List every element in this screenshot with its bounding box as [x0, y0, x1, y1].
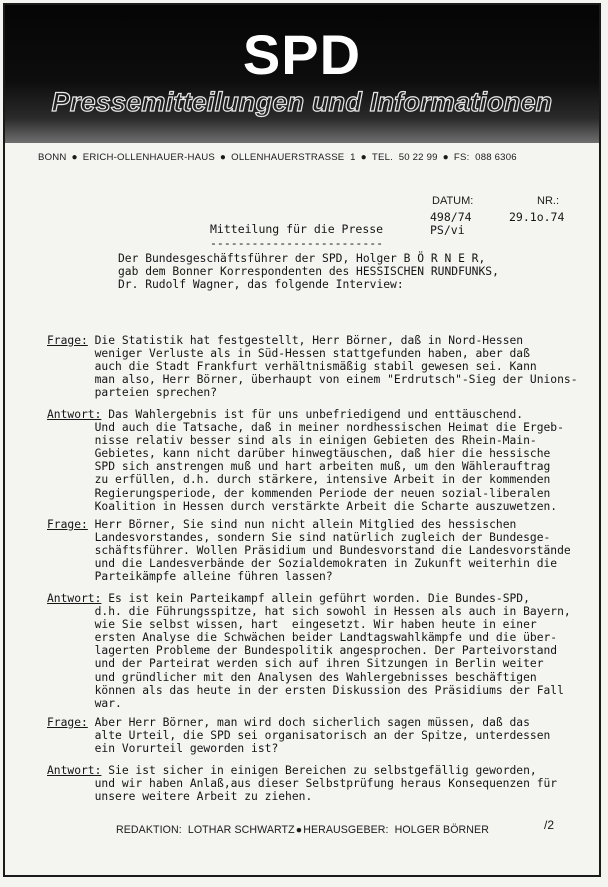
interview-question [47, 334, 577, 399]
title-underline: ------------------------- [210, 236, 384, 250]
address-line [38, 152, 578, 163]
bullet-icon: ● [219, 152, 227, 163]
nr-label: NR.: [537, 195, 559, 207]
bullet-icon: ● [71, 152, 78, 163]
bullet-icon: ● [295, 824, 303, 836]
interview-question [47, 716, 577, 755]
address-telephone: TEL. 50 22 99 [371, 152, 438, 163]
datum-label: DATUM: [432, 195, 474, 207]
answer-label: Antwort: [47, 764, 102, 777]
footer-editor: REDAKTION: LOTHAR SCHWARTZ [116, 824, 295, 836]
bullet-icon: ● [360, 152, 367, 163]
address-city: BONN [38, 152, 67, 163]
question-label: Frage: [47, 518, 88, 531]
question-label: Frage: [47, 334, 88, 347]
release-date: 29.1o.74 [509, 210, 565, 224]
initials: PS/vi [430, 223, 465, 237]
answer-text: Es ist kein Parteikampf allein geführt worden. Die Bundes-SPD, d.h. die Führungsspitze, hat sich sowohl in Hessen als auch in Bayern, wie Sie selbst wissen, hart eingesetzt. Wir haben heute in einer ersten Analyse die Schwächen beider Landtagswahlkämpfe und die über- lagerten Probleme der Bundespolitik angesprochen. Der Parteivorstand und der Parteirat werden sich auf ihren Sitzungen in Berlin weiter und gründlicher mit den Analysen des Wahlergebnisses beschäftigen können als das heute in der ersten Diskussion des Präsidiums der Fall war. [94, 592, 571, 710]
interview-answer [47, 592, 577, 710]
page-continuation-marker: /2 [544, 818, 555, 832]
masthead [5, 5, 599, 143]
address-telex: FS: 088 6306 [453, 152, 517, 163]
interview-answer [47, 764, 577, 803]
question-text: Herr Börner, Sie sind nun nicht allein Mitglied des hessischen Landesvorstandes, sondern Sie sind natürlich zugleich der Bundesge- schäftsführer. Wollen Präsidium und Bundesvorstand die Landesvorstände und die Landesverbände der Sozialdemokraten in Zukunft weiterhin die Parteikämpfe alleine führen lassen? [94, 518, 571, 584]
answer-label: Antwort: [47, 408, 102, 421]
answer-text: Sie ist sicher in einigen Bereichen zu selbstgefällig geworden, und wir haben Anlaß,aus dieser Selbstprüfung heraus Konsequenzen für unsere weitere Arbeit zu ziehen. [94, 764, 558, 804]
bullet-icon: ● [442, 152, 449, 163]
question-text: Aber Herr Börner, man wird doch sicherlich sagen müssen, daß das alte Urteil, die SPD sei organisatorisch an der Spitze, unterdessen ein Vorurteil geworden ist? [94, 716, 551, 756]
answer-text: Das Wahlergebnis ist für uns unbefriedigend und enttäuschend. Und auch die Tatsache, daß in meiner nordhessischen Heimat die Ergeb- nisse relativ besser sind als in einigen Gebieten des Rhein-Main- Gebietes, kann nicht darüber hinwegtäuschen, daß hier die hessische SPD sich anstrengen muß und hart arbeiten muß, um den Wählerauftrag zu erfüllen, d.h. durch stärkere, intensive Arbeit in der kommenden Regierungsperiode, der kommenden Periode der neuen sozial-liberalen Koalition in Hessen durch verstärkte Arbeit die Scharte auszuwetzen. [94, 408, 564, 513]
intro-paragraph: Der Bundesgeschäftsführer der SPD, Holger B Ö R N E R, gab dem Bonner Korrespondenten des HESSISCHEN RUNDFUNKS, Dr. Rudolf Wagner, das folgende Interview: [118, 252, 499, 292]
party-logo: SPD [242, 23, 362, 86]
press-release-title: Mitteilung für die Presse [210, 222, 384, 236]
footer-publisher: HERAUSGEBER: HOLGER BÖRNER [303, 824, 489, 836]
release-number: 498/74 [430, 210, 472, 224]
question-text: Die Statistik hat festgestellt, Herr Börner, daß in Nord-Hessen weniger Verluste als in Süd-Hessen stattgefunden haben, aber daß auch die Stadt Frankfurt verhältnismäßig stabil gewesen sei. Kann man also, Herr Börner, überhaupt von einem "Erdrutsch"-Sieg der Unions- parteien sprechen? [94, 334, 578, 400]
answer-label: Antwort: [47, 592, 102, 605]
interview-answer [47, 408, 577, 513]
address-building: ERICH-OLLENHAUER-HAUS [82, 152, 215, 163]
masthead-subtitle: Pressemitteilungen und Informationen [51, 87, 553, 117]
interview-question [47, 518, 577, 583]
footer-credits [116, 824, 489, 836]
question-label: Frage: [47, 716, 88, 729]
address-street: OLLENHAUERSTRASSE 1 [231, 152, 356, 163]
